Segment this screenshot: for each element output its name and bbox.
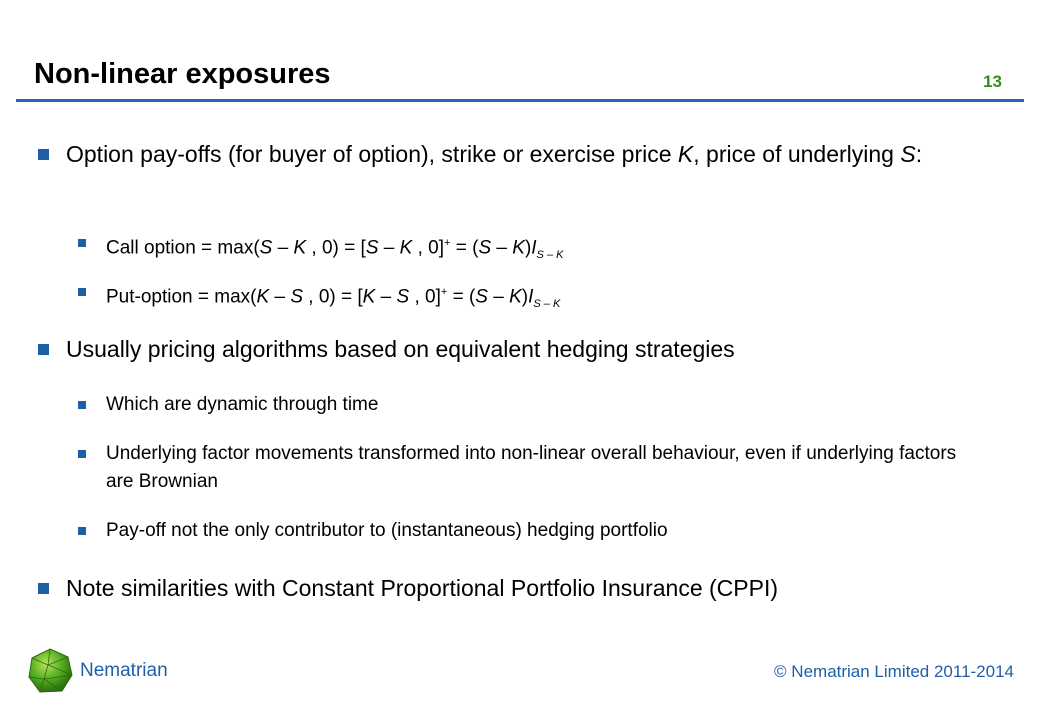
bullet-square-icon [78, 239, 86, 247]
bullet-square-icon [78, 401, 86, 409]
bullet-text: Which are dynamic through time [106, 394, 379, 415]
bullet-put-option [78, 278, 986, 318]
bullet-cppi [38, 572, 966, 604]
bullet-call-option [78, 229, 986, 269]
bullet-option-payoffs [38, 138, 966, 170]
nematrian-logo-icon [26, 647, 74, 695]
footer-brand: Nematrian [80, 660, 168, 681]
bullet-text: Call option = max(S – K , 0) = [S – K , $0]^+ = (S - K)I_{S - K}$ [106, 237, 564, 262]
bullet-underlying-factor [78, 440, 986, 496]
page-title: Non-linear exposures [34, 58, 331, 90]
bullet-payoff-contributor [78, 517, 986, 545]
bullet-square-icon [78, 288, 86, 296]
page-number: 13 [983, 72, 1002, 91]
bullet-dynamic-through-time [78, 391, 986, 419]
bullet-text: Put-option = max(K – S , 0) = [K – S , $0]^+ = (S - K)I_{S - K}$ [106, 286, 561, 311]
bullet-text: Option pay-offs (for buyer of option), strike or exercise price K, price of underlying S: [66, 141, 923, 167]
bullet-square-icon [38, 344, 49, 355]
title-divider [16, 99, 1024, 102]
bullet-text: Underlying factor movements transformed into non-linear overall behaviour, even if underlying factors are Brownian [106, 443, 957, 492]
bullet-square-icon [78, 450, 86, 458]
bullet-square-icon [38, 149, 49, 160]
bullet-square-icon [78, 527, 86, 535]
bullet-text: Pay-off not the only contributor to (instantaneous) hedging portfolio [106, 520, 668, 541]
bullet-text: Usually pricing algorithms based on equivalent hedging strategies [66, 336, 735, 362]
footer-copyright: © Nematrian Limited 2011-2014 [774, 662, 1014, 681]
bullet-square-icon [38, 583, 49, 594]
bullet-text: Note similarities with Constant Proportional Portfolio Insurance (CPPI) [66, 575, 779, 601]
bullet-pricing-algorithms [38, 333, 966, 365]
